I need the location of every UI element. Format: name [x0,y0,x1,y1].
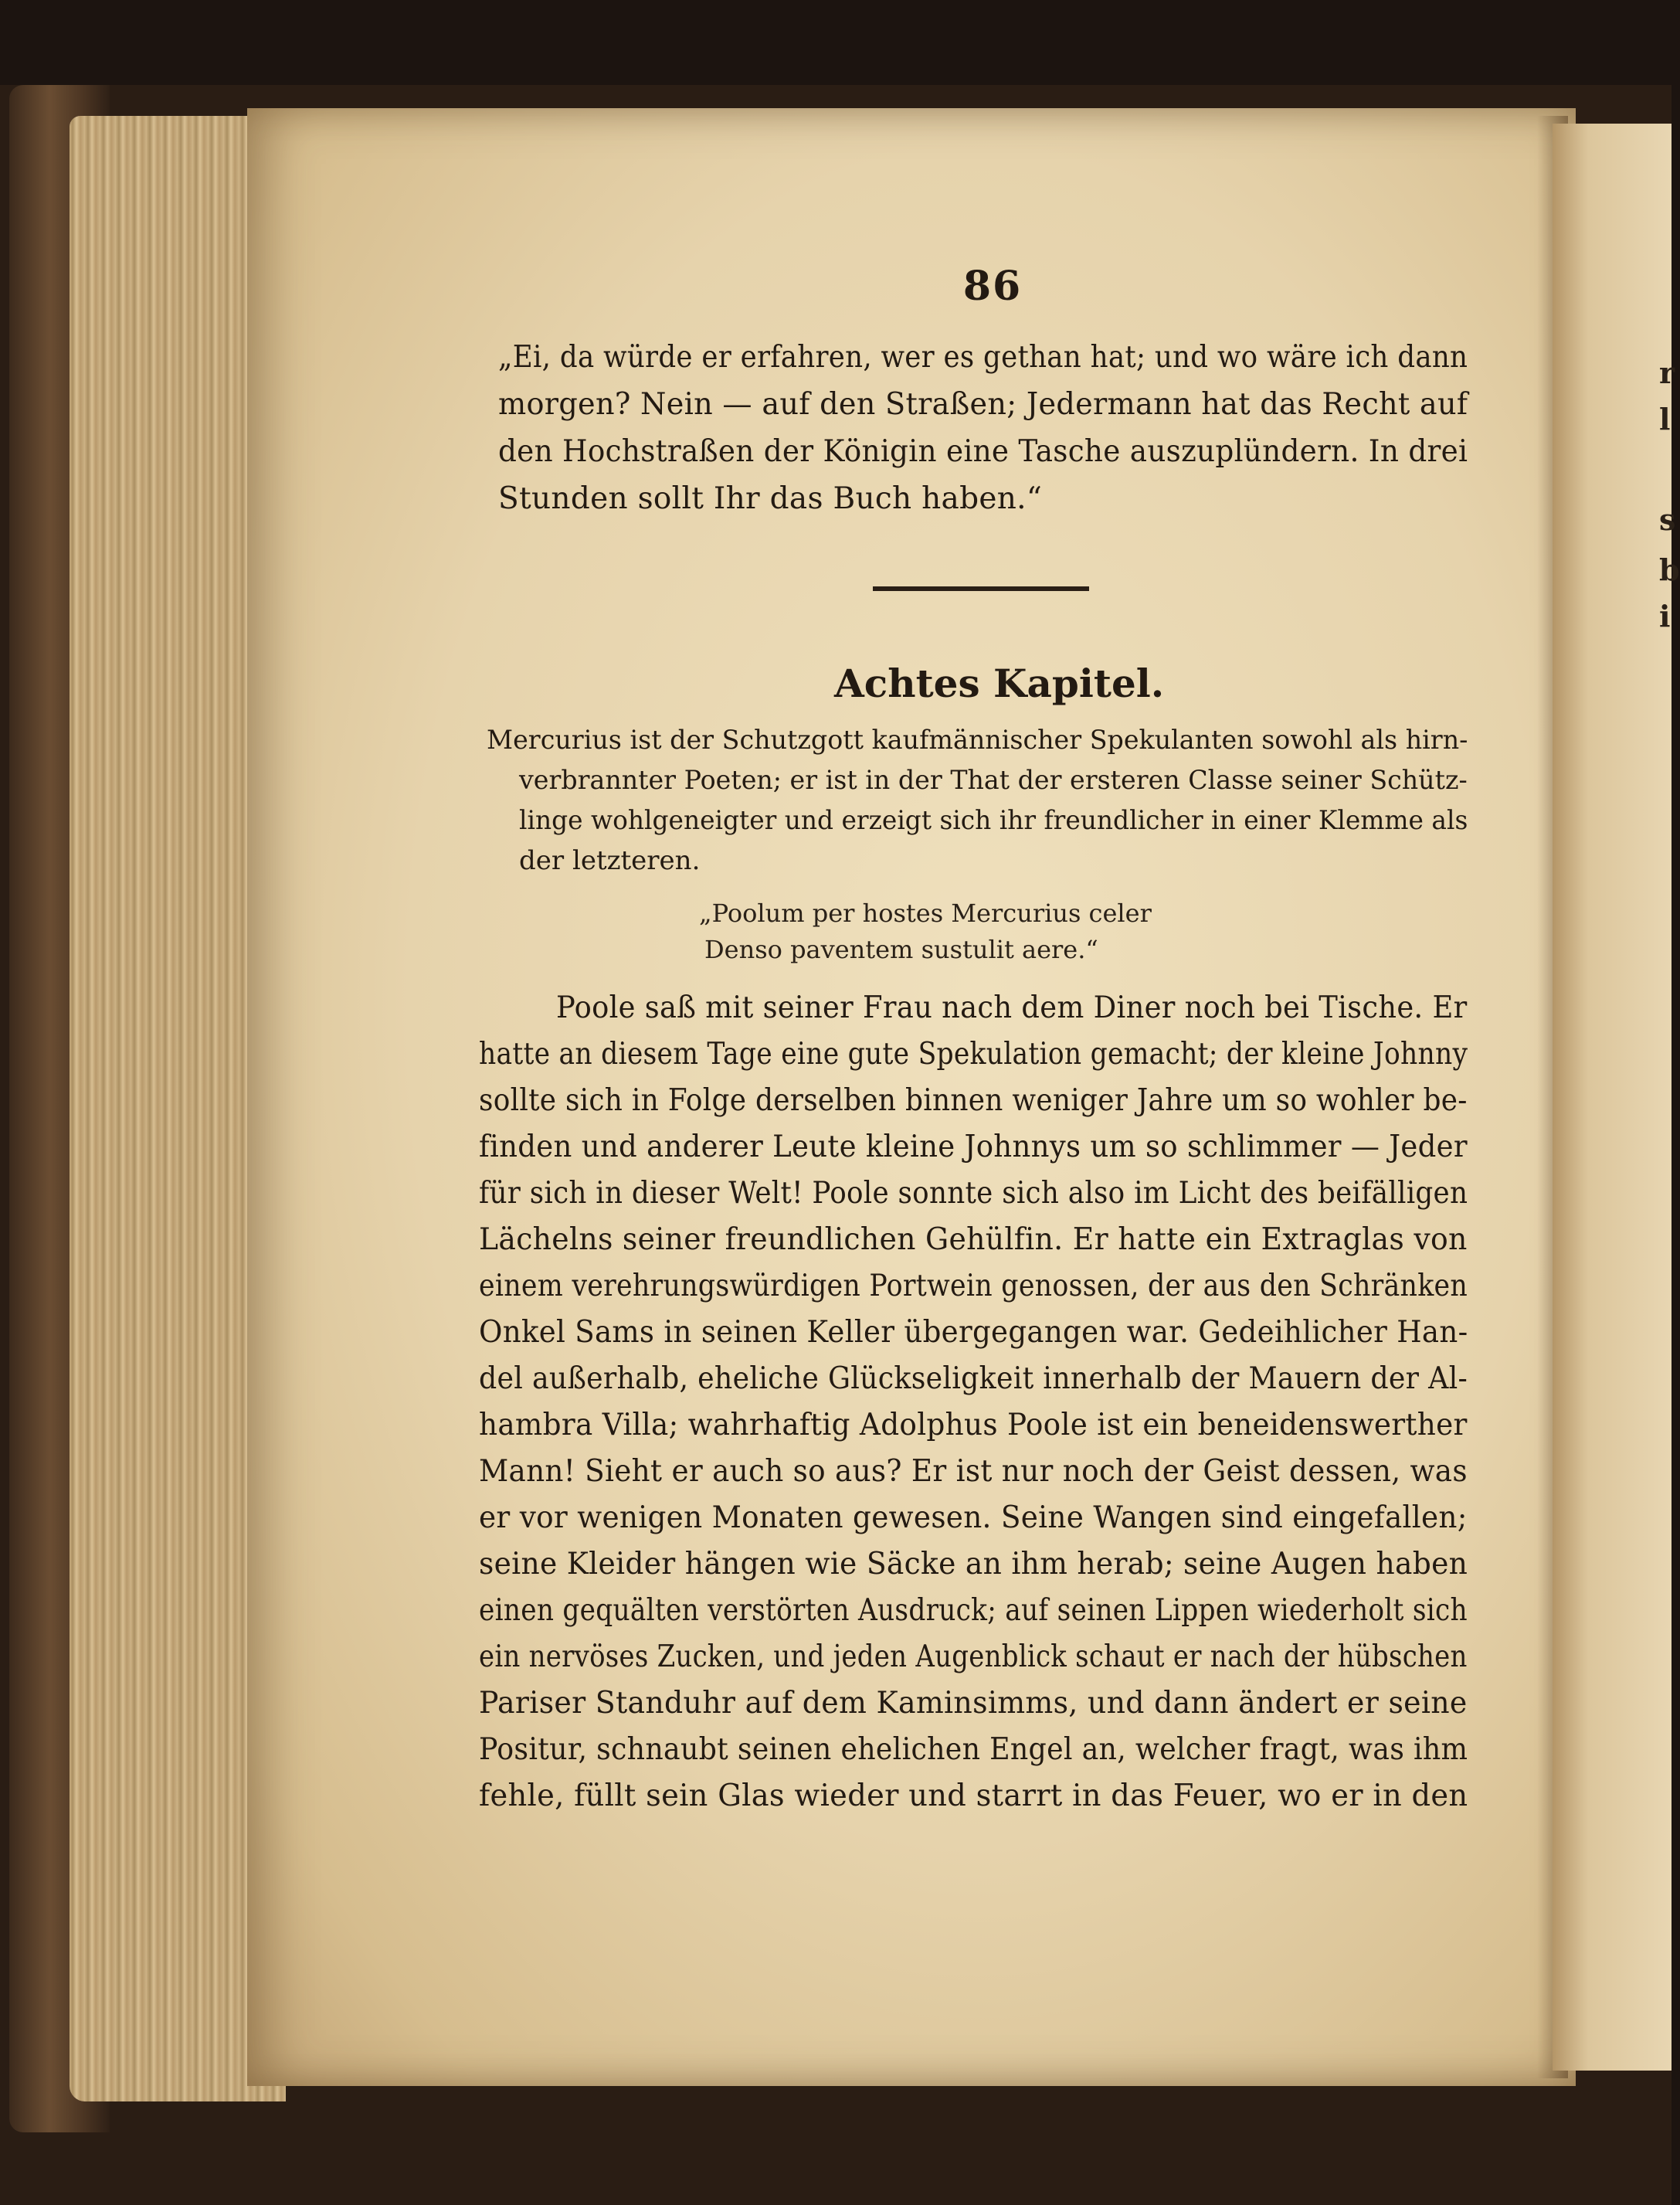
body-line: hambra Villa; wahrhaftig Adolphus Poole ist ein beneidenswerther [479,1408,1468,1442]
body-line: einem verehrungswürdigen Portwein genossen, der aus den Schränken [479,1269,1468,1303]
text-line: Stunden sollt Ihr das Buch haben.“ [498,481,1043,516]
next-page-fragment: r [1659,355,1675,390]
body-line: Onkel Sams in seinen Keller übergegangen war. Gedeihlicher Han- [479,1315,1468,1350]
body-line: hatte an diesem Tage eine gute Spekulation gemacht; der kleine Johnny [479,1037,1468,1072]
body-line: finden und anderer Leute kleine Johnnys um so schlimmer — Jeder [479,1130,1468,1164]
body-line: Pariser Standuhr auf dem Kaminsimms, und dann ändert er seine [479,1686,1468,1721]
body-line: einen gequälten verstörten Ausdruck; auf seinen Lippen wiederholt sich [479,1593,1468,1628]
body-line: Poole saß mit seiner Frau nach dem Diner noch bei Tische. Er [556,990,1468,1025]
chapter-summary-line: verbrannter Poeten; er ist in der That der ersteren Classe seiner Schütz- [519,765,1468,796]
chapter-title: Achtes Kapitel. [834,661,1165,706]
text-line: morgen? Nein — auf den Straßen; Jedermann hat das Recht auf [498,387,1468,422]
body-line: fehle, füllt sein Glas wieder und starrt in das Feuer, wo er in den [479,1779,1468,1813]
body-line: del außerhalb, eheliche Glückseligkeit innerhalb der Mauern der Al- [479,1361,1468,1396]
body-line: ein nervöses Zucken, und jeden Augenblick schaut er nach der hübschen [479,1639,1468,1674]
next-page-fragment: s [1659,502,1676,537]
body-line: für sich in dieser Welt! Poole sonnte sich also im Licht des beifälligen [479,1176,1468,1211]
body-line: Lächelns seiner freundlichen Gehülfin. Er hatte ein Extraglas von [479,1222,1468,1257]
page-number: 86 [962,263,1023,310]
text-line: „Ei, da würde er erfahren, wer es gethan hat; und wo wäre ich dann [498,340,1468,375]
section-divider [873,586,1089,591]
epigraph-line: „Poolum per hostes Mercurius celer [699,899,1152,928]
next-page-edge [1553,124,1680,2071]
body-line: Positur, schnaubt seinen ehelichen Engel an, welcher fragt, was ihm [479,1732,1468,1767]
next-page-fragment: l [1659,402,1671,437]
body-line: Mann! Sieht er auch so aus? Er ist nur noch der Geist dessen, was [479,1454,1468,1489]
body-line: seine Kleider hängen wie Säcke an ihm herab; seine Augen haben [479,1547,1468,1582]
chapter-summary-line: der letzteren. [519,845,701,876]
chapter-summary-line: linge wohlgeneigter und erzeigt sich ihr freundlicher in einer Klemme als [519,805,1468,836]
body-line: sollte sich in Folge derselben binnen weniger Jahre um so wohler be- [479,1083,1468,1118]
body-line: er vor wenigen Monaten gewesen. Seine Wangen sind eingefallen; [479,1500,1468,1535]
next-page-fragment: i [1659,599,1671,634]
epigraph-line: Denso paventem sustulit aere.“ [704,935,1098,964]
text-line: den Hochstraßen der Königin eine Tasche auszuplündern. In drei [498,434,1468,469]
chapter-summary-line: Mercurius ist der Schutzgott kaufmännischer Spekulanten sowohl als hirn- [487,725,1468,756]
next-page-fragment: b [1659,552,1680,587]
